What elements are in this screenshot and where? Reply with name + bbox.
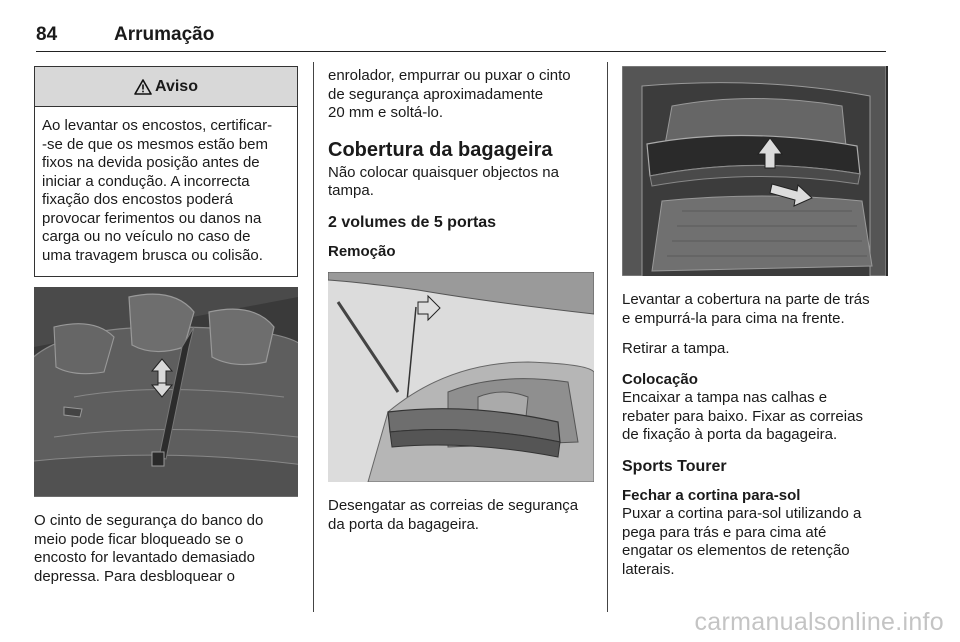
warning-box xyxy=(34,66,298,277)
load-cover-text xyxy=(328,164,594,201)
column-divider-2 xyxy=(607,62,608,612)
text-line: rebater para baixo. Fixar as correias xyxy=(622,407,863,425)
warning-line: fixos na devida posição antes de xyxy=(42,154,260,171)
intro-line: 20 mm e soltá-lo. xyxy=(328,104,444,121)
warning-header xyxy=(35,67,297,107)
page-header xyxy=(36,22,886,52)
text-line: Encaixar a tampa nas calhas e xyxy=(622,389,828,406)
warning-line: iniciar a condução. A incorrecta xyxy=(42,172,250,190)
subheading-sports-tourer: Sports Tourer xyxy=(622,457,727,475)
warning-line: carga ou no veículo no caso de xyxy=(42,228,251,245)
tailgate-strap-illustration xyxy=(328,272,594,482)
text-line: de fixação à porta da bagageira. xyxy=(622,426,838,443)
remove-cover-text: Retirar a tampa. xyxy=(622,340,730,357)
subheading-removal: Remoção xyxy=(328,242,396,260)
caption-line: meio pode ficar bloqueado se o xyxy=(34,530,244,548)
caption-line: Desengatar as correias de segurança xyxy=(328,497,579,514)
caption-line: Levantar a cobertura na parte de trás xyxy=(622,291,870,308)
warning-line: Ao levantar os encostos, certificar- xyxy=(42,117,273,134)
intro-line: enrolador, empurrar ou puxar o cinto xyxy=(328,67,571,84)
caption-line: e empurrá-la para cima na frente. xyxy=(622,309,845,327)
column-divider-1 xyxy=(313,62,314,612)
heading-load-cover: Cobertura da bagageira xyxy=(328,138,553,161)
warning-line: fixação dos encostos poderá xyxy=(42,191,233,208)
text-line: laterais. xyxy=(622,560,675,578)
rear-seat-belt-illustration xyxy=(34,287,298,497)
warning-text xyxy=(35,107,297,276)
text-line: engatar os elementos de retenção xyxy=(622,542,850,559)
column-3 xyxy=(622,66,888,579)
warning-line: uma travagem brusca ou colisão. xyxy=(42,246,263,264)
close-blind-text xyxy=(622,505,888,579)
caption-line: depressa. Para desbloquear o xyxy=(34,567,235,585)
fitting-text xyxy=(622,389,888,445)
caption-line: encosto for levantado demasiado xyxy=(34,549,255,566)
subheading-fitting: Colocação xyxy=(622,370,698,388)
subheading-close-blind: Fechar a cortina para-sol xyxy=(622,486,801,504)
caption-line: da porta da bagageira. xyxy=(328,515,479,533)
page-number: 84 xyxy=(36,24,58,45)
column-2 xyxy=(328,67,594,534)
text-line: tampa. xyxy=(328,182,374,199)
load-cover-caption xyxy=(622,291,888,328)
watermark: carmanualsonline.info xyxy=(694,608,944,636)
subheading-5-door: 2 volumes de 5 portas xyxy=(328,213,497,231)
text-line: Não colocar quaisquer objectos na xyxy=(328,163,559,181)
warning-line: provocar ferimentos ou danos na xyxy=(42,209,262,227)
intro-line: de segurança aproximadamente xyxy=(328,85,544,103)
section-title: Arrumação xyxy=(114,24,215,45)
seat-belt-caption xyxy=(34,512,298,586)
load-cover-illustration xyxy=(622,66,888,276)
warning-title: Aviso xyxy=(155,77,198,95)
tailgate-caption xyxy=(328,497,594,534)
caption-line: O cinto de segurança do banco do xyxy=(34,512,264,529)
warning-triangle-icon xyxy=(134,79,152,95)
text-line: Puxar a cortina para-sol utilizando a xyxy=(622,505,862,522)
warning-line: -se de que os mesmos estão bem xyxy=(42,135,268,153)
column-1 xyxy=(34,66,298,586)
text-line: pega para trás e para cima até xyxy=(622,523,827,541)
intro-text xyxy=(328,67,594,123)
